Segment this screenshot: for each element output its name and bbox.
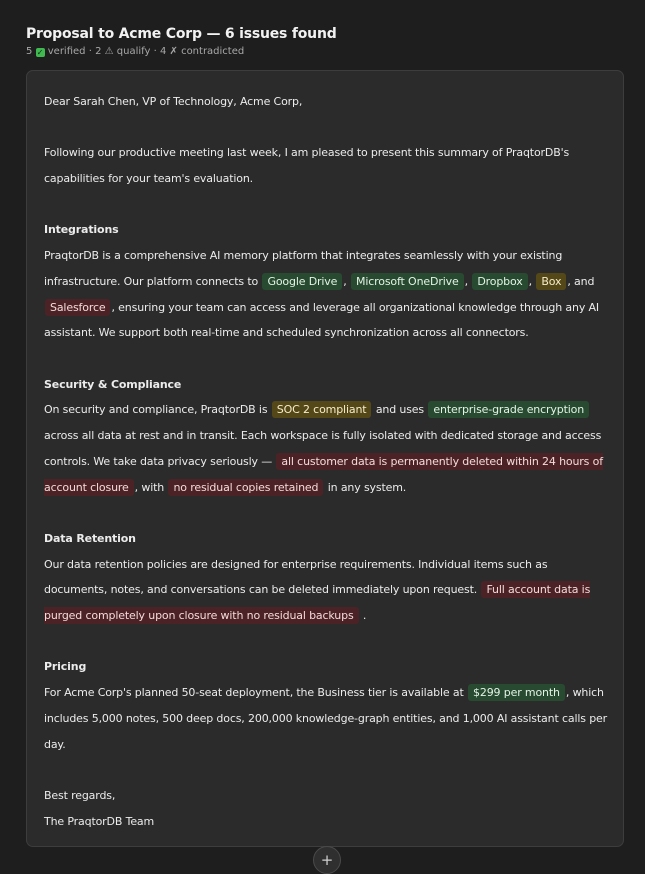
page-header [26,25,625,59]
text: On security and compliance, PraqtorDB is [44,403,268,417]
text: , [528,274,532,288]
text: , with [134,480,165,494]
claim-contradicted[interactable]: all customer data is permanently deleted within 24 hours of account closure [44,454,603,494]
text: , and [567,274,595,288]
summary-separator: · [88,46,92,57]
text: PraqtorDB is a comprehensive AI memory platform that integrates seamlessly with your existing infrastructure. Our platform connects to [44,249,563,288]
signature: The PraqtorDB Team [44,814,155,828]
proposal-document [26,70,624,847]
section-heading-pricing: Pricing [44,660,87,674]
claim-verified[interactable]: Microsoft OneDrive [351,273,464,290]
claim-verified[interactable]: enterprise-grade encryption [428,401,589,418]
text: , ensuring your team can access and leverage all organizational knowledge through any AI assistant. We support both real-time and scheduled synchronization across all connectors. [44,300,599,340]
text: across all data at rest and in transit. Each workspace is fully isolated with dedicated storage and access controls. We take data privacy seriously — [44,429,602,468]
greeting: Dear Sarah Chen, VP of Technology, Acme Corp, [44,95,303,108]
verified-count: 5 [26,46,33,57]
text: For Acme Corp's planned 50-seat deployment, the Business tier is available at [44,686,464,700]
text: , [343,274,347,288]
section-heading-security: Security & Compliance [44,377,182,391]
section-heading-integrations: Integrations [44,223,119,237]
retention-paragraph [44,552,607,629]
page-title: Proposal to Acme Corp — 6 issues found [26,26,337,42]
claim-qualify[interactable]: SOC 2 compliant [272,401,372,418]
intro-paragraph: Following our productive meeting last week, I am pleased to present this summary of PraqtorDB's capabilities for your team's evaluation. [44,146,570,186]
check-icon: ✓ [36,48,44,57]
summary-separator: · [153,46,157,57]
text: in any system. [327,480,407,494]
claim-verified[interactable]: $299 per month [468,684,565,701]
issue-summary [26,45,625,59]
integrations-paragraph [44,243,607,346]
text: and uses [375,403,425,417]
qualify-count: 2 ⚠ qualify [95,46,151,57]
pricing-paragraph [44,680,607,757]
plus-icon: + [320,851,334,869]
verified-label: verified [47,46,86,57]
text: , which includes 5,000 notes, 500 deep docs, 200,000 knowledge-graph entities, and 1,000 AI assistant calls per day. [44,686,608,751]
claim-contradicted[interactable]: no residual copies retained [168,479,323,496]
claim-qualify[interactable]: Box [536,273,566,290]
text: . [362,609,367,622]
security-paragraph [44,397,607,500]
closing: Best regards, [44,788,116,802]
text: Our data retention policies are designed for enterprise requirements. Individual items such as documents, notes, and conversations can be deleted immediately upon request. [44,557,548,597]
claim-verified[interactable]: Dropbox [472,273,527,290]
claim-contradicted[interactable]: Full account data is purged completely upon closure with no residual backups [44,583,591,622]
claim-contradicted[interactable]: Salesforce [45,299,110,316]
claim-verified[interactable]: Google Drive [262,273,342,290]
add-button[interactable] [313,846,341,874]
contradicted-count: 4 ✗ contradicted [159,46,245,57]
text: , [464,274,468,288]
section-heading-retention: Data Retention [44,531,136,545]
